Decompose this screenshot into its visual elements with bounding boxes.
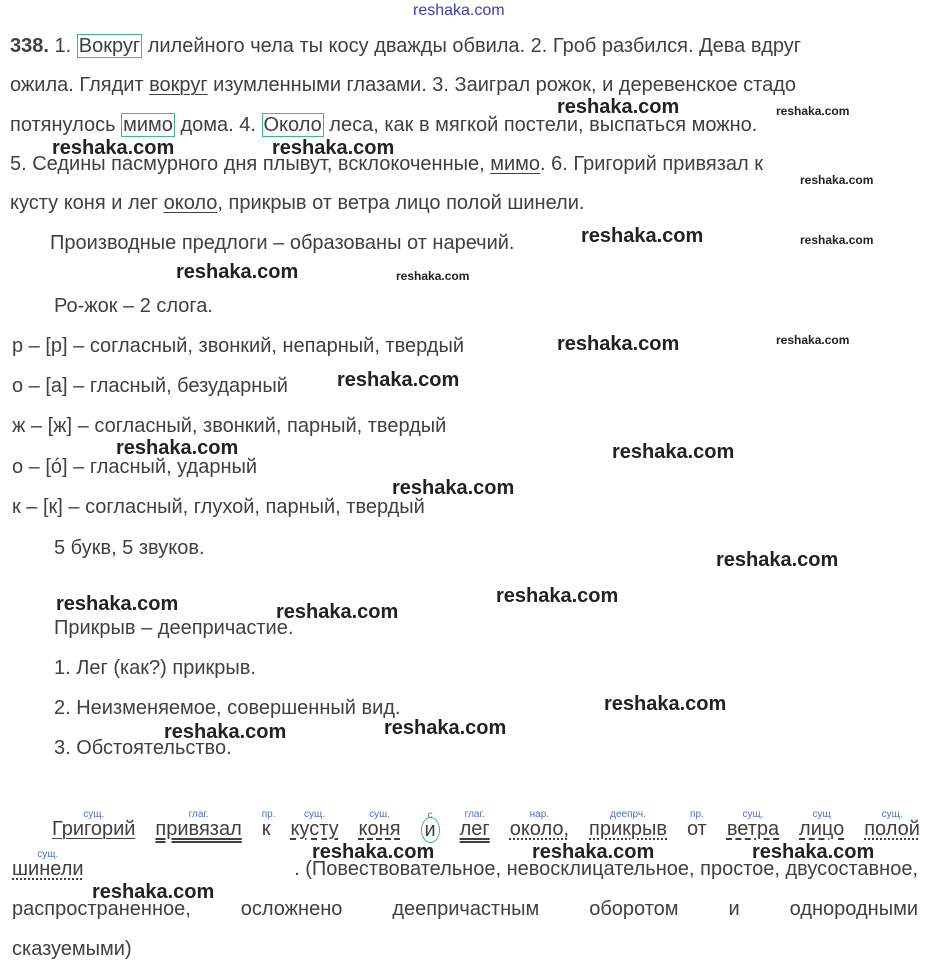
- watermark: reshaka.com: [800, 173, 874, 187]
- pos-tag: сущ.: [742, 809, 764, 820]
- para-text: дома. 4.: [180, 114, 256, 136]
- pos-tag: сущ.: [304, 809, 326, 820]
- pos-tag: сущ.: [881, 809, 903, 820]
- pos-tag: с: [427, 810, 433, 821]
- watermark: reshaka.com: [557, 96, 680, 118]
- watermark: reshaka.com: [496, 585, 619, 607]
- pos-tag: сущ.: [83, 809, 105, 820]
- watermark: reshaka.com: [612, 441, 735, 463]
- underlined-word: около: [163, 192, 218, 214]
- para-text: . 6. Григорий привязал к: [540, 153, 764, 175]
- parse-word: лег: [459, 818, 490, 840]
- phonetic-line: ж – [ж] – согласный, звонкий, парный, твердый: [12, 415, 447, 437]
- task-number: 338.: [10, 35, 49, 57]
- pos-tag: пр.: [690, 809, 704, 820]
- pos-tag: глаг.: [464, 809, 485, 820]
- watermark: reshaka.com: [776, 333, 850, 347]
- watermark: reshaka.com: [392, 477, 515, 499]
- participle-item: 2. Неизменяемое, совершенный вид.: [54, 697, 401, 719]
- watermark: reshaka.com: [384, 717, 507, 739]
- pos-tag: деепрч.: [610, 809, 646, 820]
- parse-summary: . (Повествовательное, невосклицательное, простое, двусоставное,: [294, 858, 918, 880]
- watermark: reshaka.com: [581, 225, 704, 247]
- watermark: reshaka.com: [176, 261, 299, 283]
- watermark: reshaka.com: [776, 104, 850, 118]
- watermark: reshaka.com: [557, 333, 680, 355]
- parse-line-3: распространенное, осложнено деепричастным оборотом и однородными: [12, 898, 918, 920]
- para-text: лилейного чела ты косу дважды обвила. 2. Гроб разбился. Дева вдруг: [147, 35, 802, 57]
- parse-word: привязал: [155, 818, 242, 840]
- para-text: потянулось: [10, 114, 116, 136]
- para-text: изумленными глазами. 3. Заиграл рожок, и деревенское стадо: [213, 74, 797, 96]
- parse-word: кусту: [290, 818, 339, 840]
- pos-tag: суш.: [369, 809, 390, 820]
- participle-item: 1. Лег (как?) прикрыв.: [54, 657, 256, 679]
- pos-tag: сущ.: [37, 849, 59, 860]
- para-text: , прикрыв от ветра лицо полой шинели.: [217, 192, 585, 214]
- parse-word: около,: [509, 818, 570, 840]
- parse-word: полой: [864, 818, 920, 840]
- watermark: reshaka.com: [92, 881, 215, 903]
- parse-word: лицо: [799, 818, 845, 840]
- syllables-note: Ро-жок – 2 слога.: [54, 295, 213, 317]
- pos-tag: нар.: [529, 809, 550, 820]
- para-text: 1.: [54, 35, 72, 57]
- phonetic-line: о – [ó] – гласный, ударный: [12, 456, 258, 478]
- header-site: reshaka.com: [413, 2, 505, 19]
- parse-word: к: [261, 818, 271, 840]
- participle-title: Прикрыв – деепричастие.: [54, 617, 294, 639]
- letters-note: 5 букв, 5 звуков.: [54, 537, 205, 559]
- para-line-5: [10, 191, 584, 215]
- para-text: леса, как в мягкой постели, выспаться можно.: [329, 114, 758, 136]
- phonetic-line: к – [к] – согласный, глухой, парный, твердый: [12, 496, 425, 518]
- watermark: reshaka.com: [396, 269, 470, 283]
- derived-note: Производные предлоги – образованы от наречий.: [50, 232, 515, 254]
- watermark: reshaka.com: [312, 841, 435, 863]
- underlined-word: вокруг: [149, 74, 208, 96]
- parse-word: и: [424, 819, 436, 841]
- pos-tag: сущ: [812, 809, 831, 820]
- para-text: кусту коня и лег: [10, 192, 159, 214]
- watermark: reshaka.com: [752, 841, 875, 863]
- para-text: 5. Седины пасмурного дня плывут, всклокоченные,: [10, 153, 485, 175]
- watermark: reshaka.com: [164, 721, 287, 743]
- underlined-word: мимо: [490, 153, 541, 175]
- watermark: reshaka.com: [337, 369, 460, 391]
- watermark: reshaka.com: [532, 841, 655, 863]
- para-line-1: [10, 34, 801, 58]
- participle-item: 3. Обстоятельство.: [54, 737, 232, 759]
- parse-word: от: [687, 818, 707, 840]
- para-line-2: [10, 73, 796, 97]
- boxed-word: мимо: [123, 114, 173, 136]
- parse-line-4: сказуемыми): [12, 938, 132, 960]
- boxed-word: Вокруг: [78, 35, 141, 57]
- watermark: reshaka.com: [56, 593, 179, 615]
- boxed-word: Около: [263, 114, 322, 136]
- watermark: reshaka.com: [272, 137, 395, 159]
- watermark: reshaka.com: [716, 549, 839, 571]
- phonetic-line: р – [р] – согласный, звонкий, непарный, твердый: [12, 335, 464, 357]
- parse-word: коня: [358, 818, 401, 840]
- parse-word: шинели: [12, 858, 84, 880]
- watermark: reshaka.com: [116, 437, 239, 459]
- parse-word: прикрыв: [589, 818, 668, 840]
- parse-word: ветра: [726, 818, 780, 840]
- watermark: reshaka.com: [604, 693, 727, 715]
- watermark: reshaka.com: [52, 137, 175, 159]
- parse-line-1: [52, 809, 920, 843]
- parse-word: Григорий: [52, 818, 136, 840]
- pos-tag: пр.: [261, 809, 276, 820]
- phonetic-line: о – [а] – гласный, безударный: [12, 375, 288, 397]
- watermark: reshaka.com: [276, 601, 399, 623]
- para-text: ожила. Глядит: [10, 74, 144, 96]
- pos-tag: глаг.: [188, 809, 209, 820]
- watermark: reshaka.com: [800, 233, 874, 247]
